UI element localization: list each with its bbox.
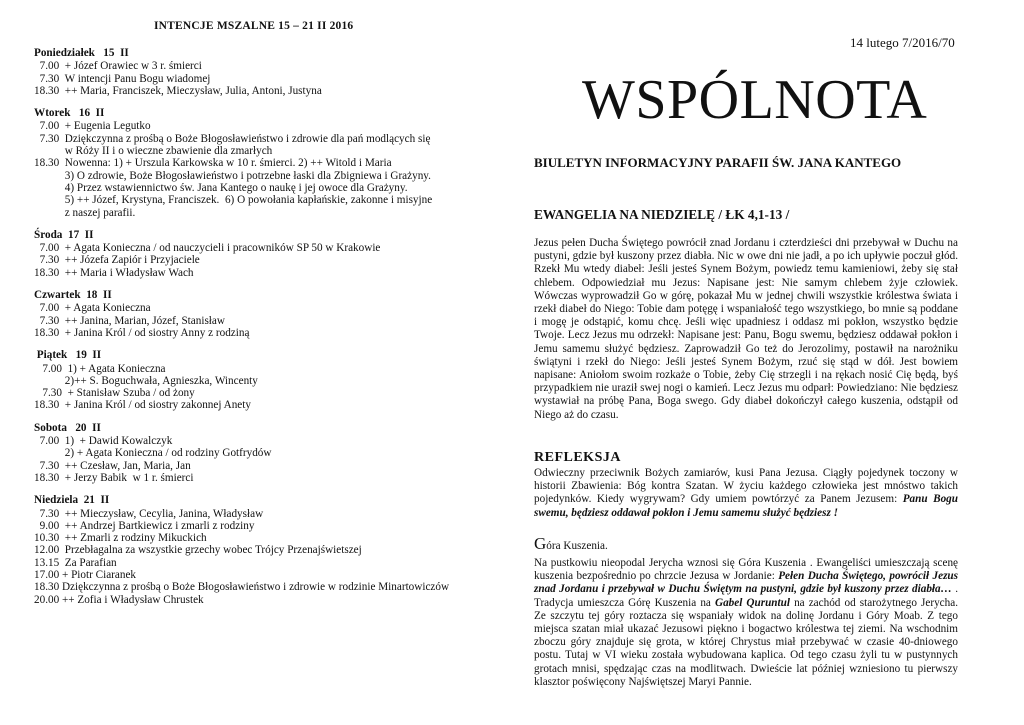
gora-kuszenia-title: óra Kuszenia. bbox=[546, 540, 608, 552]
intention-day bbox=[34, 349, 449, 411]
day-title: Niedziela 21 II bbox=[34, 494, 110, 507]
intention-entry: 2)++ S. Boguchwała, Agnieszka, Wincenty bbox=[34, 374, 258, 387]
intention-entry: 7.30 + Stanisław Szuba / od żony bbox=[34, 387, 195, 400]
intentions-title: INTENCJE MSZALNE 15 – 21 II 2016 bbox=[154, 20, 354, 32]
intention-day bbox=[34, 47, 449, 97]
day-title: Piątek 19 II bbox=[34, 349, 102, 362]
intention-entry: 7.00 1) + Dawid Kowalczyk bbox=[34, 435, 173, 448]
intention-entry: 7.30 Dziękczynna z prośbą o Boże Błogosławieństwo i zdrowie dla pań modlących się bbox=[34, 132, 431, 145]
intention-entry: 18.30 Nowenna: 1) + Urszula Karkowska w 10 r. śmierci. 2) ++ Witold i Maria bbox=[34, 157, 392, 170]
intention-entry: 18.30 ++ Maria i Władysław Wach bbox=[34, 266, 194, 279]
intention-entry: 7.00 1) + Agata Konieczna bbox=[34, 362, 166, 375]
intention-entry: 3) O zdrowie, Boże Błogosławieństwo i potrzebne łaski dla Zbigniewa i Grażyny. bbox=[34, 169, 431, 182]
intention-entry: 7.30 W intencji Panu Bogu wiadomej bbox=[34, 72, 211, 85]
drop-initial: G bbox=[534, 534, 547, 553]
intention-entry: 7.00 + Agata Konieczna / od nauczycieli i pracowników SP 50 w Krakowie bbox=[34, 242, 381, 255]
intentions-list bbox=[34, 47, 449, 606]
intention-entry: 17.00 + Piotr Ciaranek bbox=[34, 568, 137, 581]
intention-entry: 18.30 + Jerzy Babik w 1 r. śmierci bbox=[34, 471, 194, 484]
gospel-text: Jezus pełen Ducha Świętego powrócił znad Jordanu i czterdzieści dni przebywał w Duchu na pustyni, gdzie był kuszony przez diabła. Nic w owe dni nie jadł, a po ich upływie poczuł głód. Rzekł Mu wtedy diabeł: Jeśli jesteś Synem Bożym, powiedz temu kamieniowi, żeby się stał chlebem. Odpowiedział mu Jezus: Napisane jest: Nie samym chlebem żyje człowiek. Wówczas wyprowadził Go w górę, pokazał Mu w jednej chwili wszystkie królestwa świata i rzekł diabeł do Niego: Tobie dam potęgę i wspaniałość tego wszystkiego, bo mnie są poddane i mogę je odstąpić, komu chcę. Jeśli więc upadniesz i oddasz mi pokłon, wszystko będzie Twoje. Lecz Jezus mu odrzekł: Napisane jest: Panu, Bogu swemu, będziesz oddawał pokłon i Jemu samemu służyć będziesz. Zaprowadził Go też do Jerozolimy, postawił na narożniku świątyni i rzekł do Niego: Jeśli jesteś Synem Bożym, rzuć się stąd w dół. Jest bowiem napisane: Aniołom swoim rozkaże o Tobie, żeby Cię strzegli i na rękach nosić Cię będą, byś przypadkiem nie uraził swej nogi o kamień. Lecz Jezus mu odparł: Powiedziano: Nie będziesz wystawiał na próbę Pana, Boga swego. Gdy diabeł dokończył całego kuszenia, odstąpił od Niego aż do czasu. bbox=[534, 237, 958, 421]
day-title: Sobota 20 II bbox=[34, 421, 101, 434]
reflection-quote: Panu Bogu swemu, będziesz oddawał pokłon i Jemu samemu służyć będziesz ! bbox=[534, 493, 958, 519]
intention-entry: 13.15 Za Parafian bbox=[34, 556, 117, 569]
intention-entry: 7.30 ++ Józefa Zapiór i Przyjaciele bbox=[34, 254, 200, 267]
gk-quote-1: Pełen Ducha Świętego, powrócił Jezus znad Jordanu i przebywał w Duchu Świętym na pustyni, gdzie był kuszony przez diabła… bbox=[534, 570, 958, 596]
gk-quote-2: Gabel Quruntul bbox=[714, 596, 790, 609]
gospel-heading: EWANGELIA NA NIEDZIELĘ / ŁK 4,1-13 / bbox=[534, 207, 790, 222]
intention-entry: 18.30 + Janina Król / od siostry zakonnej Anety bbox=[34, 399, 251, 412]
day-title: Poniedziałek 15 II bbox=[34, 47, 129, 59]
intention-entry: 7.30 ++ Janina, Marian, Józef, Stanisław bbox=[34, 314, 225, 327]
intention-entry: 7.30 ++ Czesław, Jan, Maria, Jan bbox=[34, 459, 191, 472]
gk-text-3: na zachód od starożytnego Jerycha. Ze szczytu tej góry roztacza się wspaniały widok na dolinę Jordanu i Góry Moab. Z tego miejsca szatan miał ukazać Jezusowi piękno i bogactwo królestwa tej ziemi. Na wschodnim zboczu góry znajduje się grota, w której Chrystus miał przebywać w czasie 40-dniowego postu. Tutaj w VI wieku została wybudowana kaplica. Od tego czasu żyli tu w pustynnych grotach mnisi, spędzając czas na modlitwach. Dwieście lat później wzniesiono tu pierwszy klasztor poświęcony Najświętszej Maryi Pannie. bbox=[534, 596, 958, 688]
intention-entry: 18.30 ++ Maria, Franciszek, Mieczysław, Julia, Antoni, Justyna bbox=[34, 84, 322, 97]
intention-entry: 20.00 ++ Zofia i Władysław Chrustek bbox=[34, 593, 204, 606]
gora-kuszenia-heading bbox=[534, 534, 608, 553]
intention-entry: 7.30 ++ Mieczysław, Cecylia, Janina, Władysław bbox=[34, 507, 264, 520]
bulletin-subtitle: BIULETYN INFORMACYJNY PARAFII ŚW. JANA KANTEGO bbox=[534, 155, 902, 170]
intention-day bbox=[34, 229, 449, 279]
masthead-title: WSPÓLNOTA bbox=[582, 69, 928, 131]
intention-entry: 2) + Agata Konieczna / od rodziny Gotfrydów bbox=[34, 447, 272, 460]
intention-entry: 10.30 ++ Zmarli z rodziny Mikuckich bbox=[34, 532, 207, 545]
intention-entry: 7.00 + Józef Orawiec w 3 r. śmierci bbox=[34, 60, 202, 73]
intention-entry: 4) Przez wstawiennictwo św. Jana Kantego o naukę i jej owoce dla Grażyny. bbox=[34, 181, 408, 194]
gora-kuszenia-text bbox=[534, 557, 958, 689]
day-title: Środa 17 II bbox=[34, 228, 94, 241]
intention-entry: 5) ++ Józef, Krystyna, Franciszek. 6) O powołania kapłańskie, zakonne i misyjne bbox=[34, 194, 433, 207]
intention-day bbox=[34, 107, 449, 219]
intention-day bbox=[34, 289, 449, 339]
intention-entry: w Róży II i o wieczne zbawienie dla zmarłych bbox=[34, 145, 273, 158]
intention-entry: 12.00 Przebłagalna za wszystkie grzechy wobec Trójcy Przenajświetszej bbox=[34, 544, 362, 557]
reflection-text bbox=[534, 467, 958, 520]
intention-entry: 9.00 ++ Andrzej Bartkiewicz i zmarli z rodziny bbox=[34, 519, 255, 532]
reflection-heading: REFLEKSJA bbox=[534, 450, 621, 465]
issue-date: 14 lutego 7/2016/70 bbox=[850, 35, 955, 50]
day-title: Czwartek 18 II bbox=[34, 289, 112, 302]
intention-entry: 18.30 Dziękczynna z prośbą o Boże Błogosławieństwo i zdrowie w rodzinie Minartowiczów bbox=[34, 581, 450, 594]
reflection-body: Odwieczny przeciwnik Bożych zamiarów, kusi Pana Jezusa. Ciągły pojedynek toczony w historii Zbawienia: Bóg kontra Szatan. W życiu każdego człowieka jest mnóstwo takich pojedynków. Kiedy wygrywam? Gdy umiem powtórzyć za Panem Jezusem: bbox=[534, 467, 958, 506]
day-title: Wtorek 16 II bbox=[34, 107, 105, 120]
intention-entry: z naszej parafii. bbox=[34, 206, 136, 219]
intention-entry: 7.00 + Eugenia Legutko bbox=[34, 120, 151, 133]
intention-day bbox=[34, 494, 449, 606]
intention-entry: 7.00 + Agata Konieczna bbox=[34, 302, 151, 315]
gk-text-1: Na pustkowiu nieopodal Jerycha wznosi się Góra Kuszenia . Ewangeliści umieszczają scenę kuszenia bezpośrednio po chrzcie Jezusa w Jordanie: bbox=[534, 557, 958, 583]
gk-text-2: . Tradycja umieszcza Górę Kuszenia na bbox=[534, 583, 959, 609]
intention-entry: 18.30 + Janina Król / od siostry Anny z rodziną bbox=[34, 326, 250, 339]
intention-day bbox=[34, 422, 449, 484]
